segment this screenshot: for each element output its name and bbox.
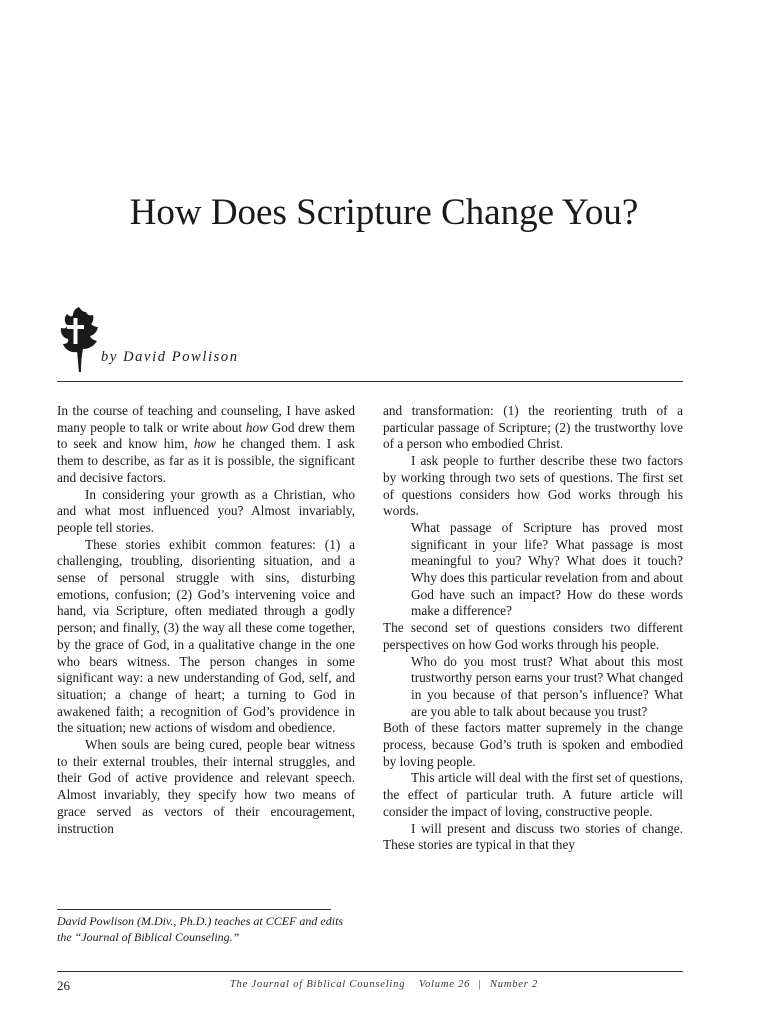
- page-number: 26: [57, 978, 70, 993]
- paragraph: I ask people to further describe these two factors by working through two sets of questions. The first set of questions considers how God works through his words.: [383, 453, 683, 519]
- question-block: Who do you most trust? What about this most trustworthy person earns your trust? What changed in you because of that person’s influence? What are you able to talk about because you trust?: [411, 653, 683, 719]
- issue-number: Number 2: [489, 979, 539, 990]
- paragraph: I will present and discuss two stories of change. These stories are typical in that they: [383, 820, 683, 853]
- paragraph: Both of these factors matter supremely in the change process, because God’s truth is spoken and embodied by loving people.: [383, 720, 683, 769]
- paragraph: and transformation: (1) the reorienting truth of a particular passage of Scripture; (2) the trustworthy love of a person who embodied Christ.: [383, 403, 683, 452]
- paragraph: In considering your growth as a Christian, who and what most influenced you? Almost invariably, people tell stories.: [57, 486, 355, 535]
- paragraph: This article will deal with the first set of questions, the effect of particular truth. A future article will consider the impact of loving, constructive people.: [383, 770, 683, 819]
- journal-name: The Journal of Biblical Counseling: [229, 979, 406, 990]
- author-footnote: David Powlison (M.Div., Ph.D.) teaches at CCEF and edits the “Journal of Biblical Counseling.”: [57, 914, 344, 944]
- header-rule: [57, 381, 683, 382]
- byline: by David Powlison: [101, 349, 239, 365]
- leaf-cross-icon: [57, 306, 101, 376]
- left-column: [57, 403, 355, 837]
- footer-separator: |: [478, 979, 482, 990]
- volume: Volume 26: [418, 979, 471, 990]
- footer-rule: [57, 971, 683, 972]
- article-title: How Does Scripture Change You?: [129, 192, 639, 233]
- question-block: What passage of Scripture has proved most significant in your life? What passage is most meaningful to you? Why? What does it touch? Why does this particular revelation from and about God have such an impact? How do these words make a difference?: [411, 519, 683, 619]
- right-column: [383, 403, 683, 854]
- paragraph: The second set of questions considers two different perspectives on how God works through his people.: [383, 620, 683, 652]
- footnote-rule: [57, 909, 331, 910]
- paragraph: When souls are being cured, people bear witness to their external troubles, their internal struggles, and their God of active providence and relevant speech. Almost invariably, they specify how two means of grace served as vectors of their encouragement, instruction: [57, 737, 355, 836]
- running-footer: [0, 979, 768, 990]
- paragraph: In the course of teaching and counseling, I have asked many people to talk or write about how God drew them to seek and know him, how he changed them. I ask them to describe, as far as it is possible, the significant and decisive factors.: [57, 403, 355, 485]
- paragraph: These stories exhibit common features: (1) a challenging, troubling, disorienting situation, and a sense of personal struggle with sins, disturbing emotions, confusion; (2) God’s intervening voice and hand, via Scripture, often mediated through a godly person; and finally, (3) the way all these come together, by the grace of God, in a qualitative change in the one who bears witness. The person changes in some significant way: a new understanding of God, self, and situation; a change of heart; a turning to God in awakened faith; a recognition of God’s providence in the situation; new actions of wisdom and obedience.: [57, 536, 355, 736]
